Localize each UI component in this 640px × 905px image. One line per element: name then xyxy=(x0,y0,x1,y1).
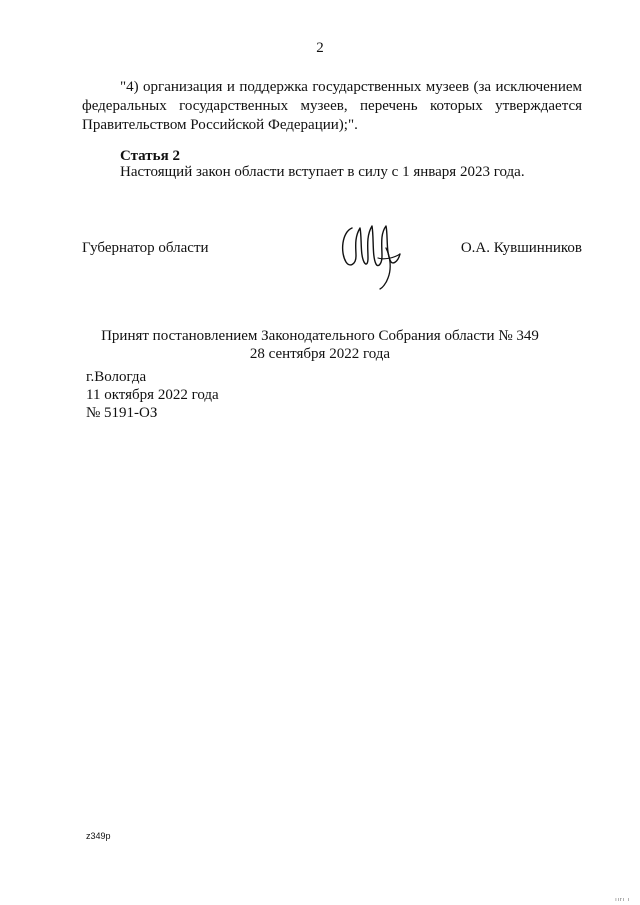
place-date-number xyxy=(86,368,219,422)
page-number: 2 xyxy=(316,40,324,56)
article-heading: Статья 2 xyxy=(120,148,180,164)
paragraph-line-text: "4) организация и поддержка государственных музеев (за исключением xyxy=(120,79,582,95)
paragraph-line: федеральных государственных музеев, перечень которых утверждается xyxy=(82,98,582,114)
document-code: z349p xyxy=(86,831,111,841)
paragraph-line: Правительством Российской Федерации);". xyxy=(82,117,358,133)
city: г.Вологда xyxy=(86,369,147,385)
adoption-line: Принят постановлением Законодательного Собрания области № 349 xyxy=(101,328,539,344)
article-text: Настоящий закон области вступает в силу с 1 января 2023 года. xyxy=(120,164,525,180)
signatory-role: Губернатор области xyxy=(82,240,209,256)
law-number: № 5191-ОЗ xyxy=(86,405,158,421)
signatory-name: О.А. Кувшинников xyxy=(460,240,582,256)
paragraph-line xyxy=(82,78,582,97)
signing-date: 11 октября 2022 года xyxy=(86,387,219,403)
handwritten-signature xyxy=(338,218,408,290)
adoption-note xyxy=(0,327,640,363)
amendment-paragraph xyxy=(82,78,582,135)
scan-mark: ııгı ı xyxy=(615,897,630,903)
adoption-date: 28 сентября 2022 года xyxy=(249,346,391,362)
